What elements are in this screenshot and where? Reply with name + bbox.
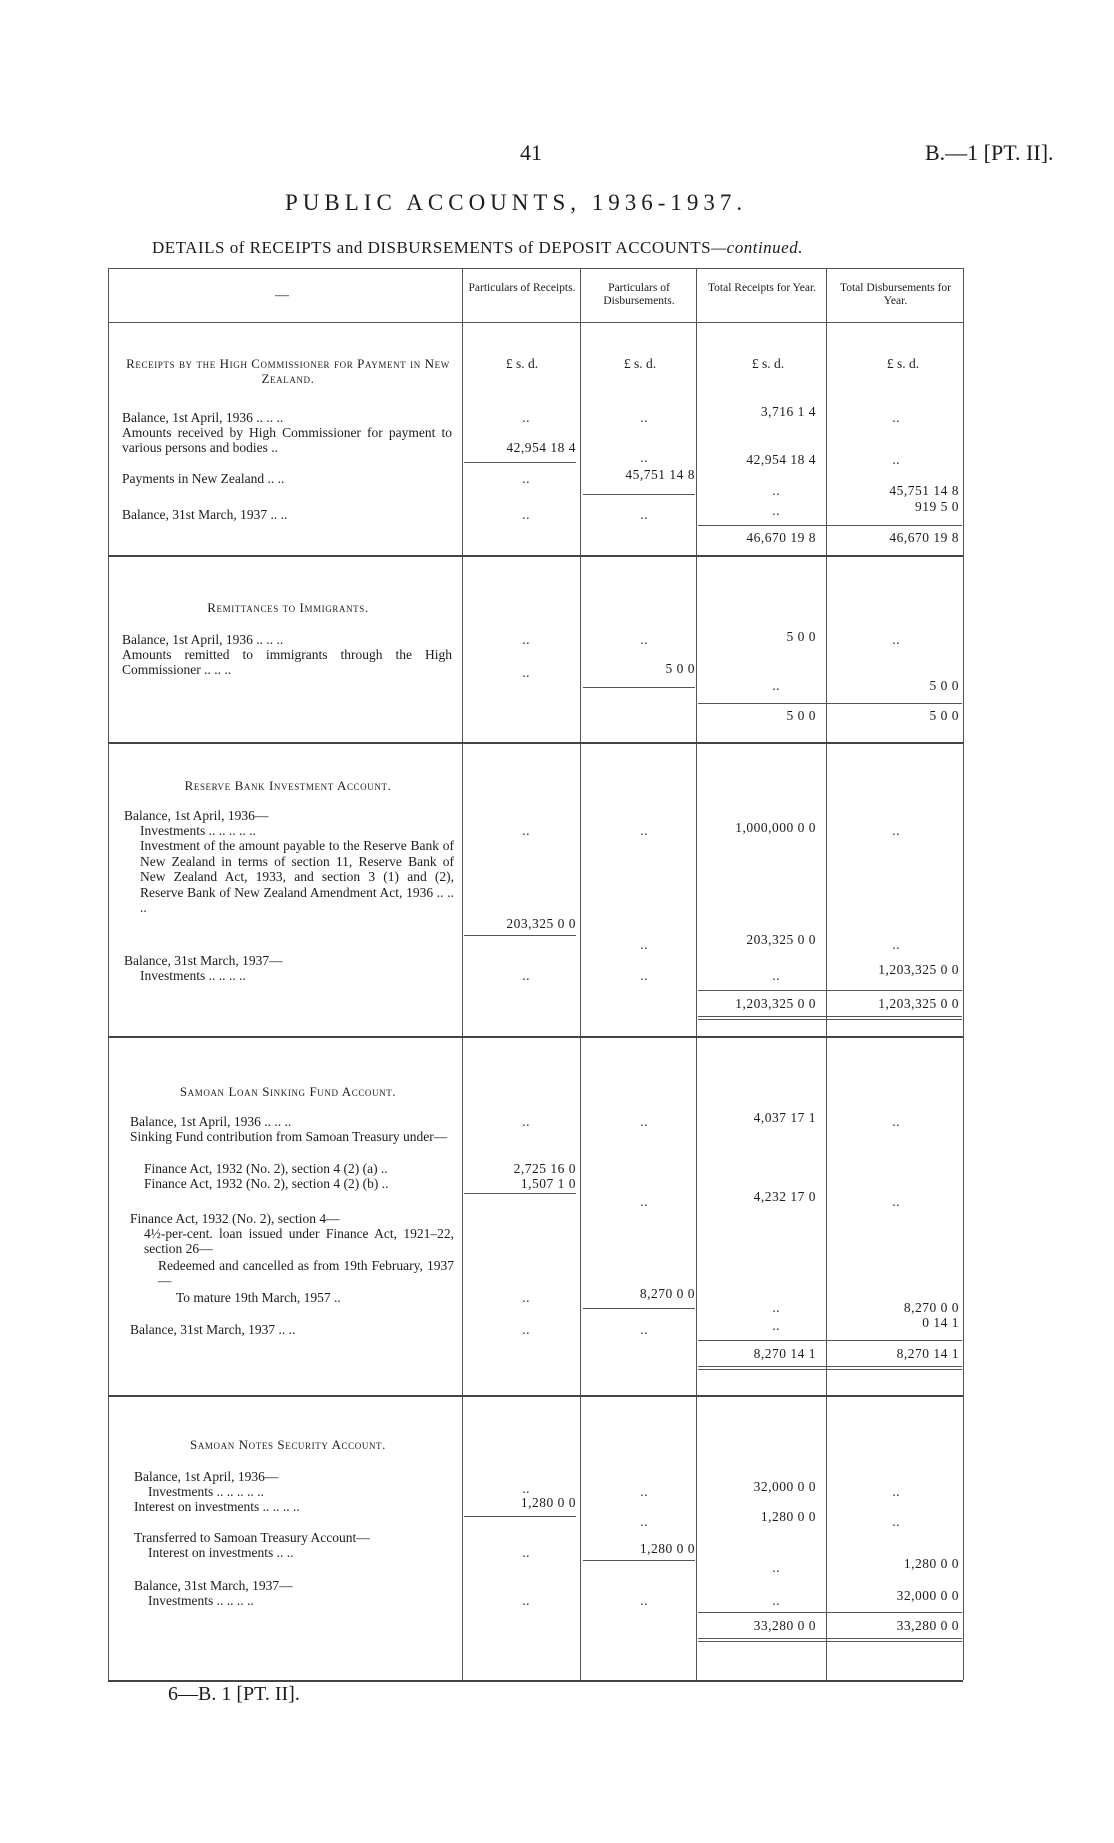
line-label: Amounts remitted to immigrants through the High Commissioner .. .. .. xyxy=(122,647,452,677)
value-cell: 42,954 18 4 xyxy=(506,440,576,455)
header-total-disbursements: Total Disbursements for Year. xyxy=(840,282,951,307)
value-cell: 1,280 0 0 xyxy=(520,1495,576,1510)
value-cell: 203,325 0 0 xyxy=(506,916,576,931)
line-label: Interest on investments .. .. xyxy=(148,1545,294,1560)
line-label: Investment of the amount payable to the Reserve Bank of New Zealand in terms of section 11, Reserve Bank of New Zealand Act, 1933, and section 3 (1) and (2), Reserve Bank of New Zealand Amendment Act, 1936 .. .. .. xyxy=(140,838,454,915)
value-cell: .. xyxy=(772,1560,780,1575)
total-cell: 46,670 19 8 xyxy=(889,530,959,545)
value-cell: 8,270 0 0 xyxy=(903,1300,959,1315)
total-cell: 8,270 14 1 xyxy=(753,1346,816,1361)
value-cell: .. xyxy=(772,968,780,983)
value-cell: .. xyxy=(640,507,648,522)
line-label: Balance, 1st April, 1936 .. .. .. xyxy=(122,410,284,425)
value-cell: .. xyxy=(522,823,530,838)
footer-signature: 6—B. 1 [PT. II]. xyxy=(168,1683,300,1705)
value-cell: .. xyxy=(522,632,530,647)
value-cell: .. xyxy=(522,1545,530,1560)
value-cell: 3,716 1 4 xyxy=(760,404,816,419)
header-receipts: Particulars of Receipts. xyxy=(468,282,576,294)
section-title: Receipts by the High Commissioner for Payment in New Zealand. xyxy=(126,356,450,386)
value-cell: .. xyxy=(772,483,780,498)
line-label: Balance, 31st March, 1937— xyxy=(124,953,283,968)
units-disbursements: £ s. d. xyxy=(623,356,657,371)
value-cell: .. xyxy=(772,1318,780,1333)
line-label: Finance Act, 1932 (No. 2), section 4— xyxy=(130,1211,340,1226)
value-cell: .. xyxy=(640,1514,648,1529)
value-cell: 919 5 0 xyxy=(915,499,959,514)
value-cell: .. xyxy=(892,1514,900,1529)
line-label: Balance, 31st March, 1937 .. .. xyxy=(130,1322,296,1337)
line-label: To mature 19th March, 1957 .. xyxy=(176,1290,341,1305)
value-cell: 5 0 0 xyxy=(786,629,816,644)
units-total-disbursements: £ s. d. xyxy=(886,356,920,371)
value-cell: 1,280 0 0 xyxy=(903,1556,959,1571)
value-cell: .. xyxy=(640,1593,648,1608)
line-label: Balance, 1st April, 1936— xyxy=(134,1469,279,1484)
value-cell: .. xyxy=(640,450,648,465)
value-cell: 32,000 0 0 xyxy=(753,1479,816,1494)
value-cell: .. xyxy=(522,968,530,983)
value-cell: .. xyxy=(522,1593,530,1608)
value-cell: .. xyxy=(640,823,648,838)
value-cell: .. xyxy=(772,1593,780,1608)
total-cell: 5 0 0 xyxy=(929,708,959,723)
line-label: Balance, 1st April, 1936— xyxy=(124,808,269,823)
line-label: Balance, 31st March, 1937— xyxy=(134,1578,293,1593)
value-cell: 42,954 18 4 xyxy=(746,452,816,467)
line-label: Payments in New Zealand .. .. xyxy=(122,471,285,486)
line-label: Finance Act, 1932 (No. 2), section 4 (2) (a) .. xyxy=(144,1161,388,1176)
value-cell: .. xyxy=(892,1114,900,1129)
line-label: Amounts received by High Commissioner for payment to various persons and bodies .. xyxy=(122,425,452,455)
value-cell: 5 0 0 xyxy=(929,678,959,693)
value-cell: 1,203,325 0 0 xyxy=(878,962,959,977)
section-title: Reserve Bank Investment Account. xyxy=(184,778,392,793)
value-cell: .. xyxy=(522,1481,530,1496)
subtitle-main: DETAILS of RECEIPTS and DISBURSEMENTS of DEPOSIT ACCOUNTS xyxy=(152,238,712,257)
value-cell: .. xyxy=(640,1484,648,1499)
header-disbursements: Particulars of Disbursements. xyxy=(603,282,675,307)
value-cell: 1,000,000 0 0 xyxy=(735,820,816,835)
value-cell: .. xyxy=(640,410,648,425)
line-label: Investments .. .. .. .. xyxy=(140,968,246,983)
value-cell: .. xyxy=(640,1322,648,1337)
value-cell: .. xyxy=(892,1484,900,1499)
line-label: Investments .. .. .. .. xyxy=(148,1593,254,1608)
line-label: Redeemed and cancelled as from 19th February, 1937— xyxy=(158,1258,454,1288)
value-cell: .. xyxy=(640,632,648,647)
value-cell: .. xyxy=(522,410,530,425)
line-label: Balance, 1st April, 1936 .. .. .. xyxy=(130,1114,292,1129)
header-total-receipts: Total Receipts for Year. xyxy=(707,282,817,294)
line-label: 4½-per-cent. loan issued under Finance Act, 1921–22, section 26— xyxy=(144,1226,454,1256)
subtitle-continued: —continued. xyxy=(711,238,803,257)
total-cell: 33,280 0 0 xyxy=(753,1618,816,1633)
value-cell: .. xyxy=(892,452,900,467)
value-cell: 203,325 0 0 xyxy=(746,932,816,947)
value-cell: 45,751 14 8 xyxy=(625,467,695,482)
value-cell: .. xyxy=(892,823,900,838)
value-cell: 1,280 0 0 xyxy=(760,1509,816,1524)
value-cell: .. xyxy=(522,1114,530,1129)
value-cell: .. xyxy=(772,1300,780,1315)
value-cell: 32,000 0 0 xyxy=(896,1588,959,1603)
header-dash: — xyxy=(275,288,289,303)
document-reference: B.—1 [PT. II]. xyxy=(925,140,1054,165)
value-cell: .. xyxy=(772,503,780,518)
value-cell: 2,725 16 0 xyxy=(513,1161,576,1176)
value-cell: .. xyxy=(522,1322,530,1337)
value-cell: .. xyxy=(892,410,900,425)
value-cell: .. xyxy=(892,937,900,952)
value-cell: .. xyxy=(892,632,900,647)
line-label: Investments .. .. .. .. .. xyxy=(140,823,256,838)
page-number: 41 xyxy=(520,140,542,165)
line-label: Investments .. .. .. .. .. xyxy=(148,1484,264,1499)
value-cell: .. xyxy=(522,507,530,522)
page-title: PUBLIC ACCOUNTS, 1936-1937. xyxy=(285,190,748,215)
line-label: Balance, 31st March, 1937 .. .. xyxy=(122,507,288,522)
line-label: Finance Act, 1932 (No. 2), section 4 (2) (b) .. xyxy=(144,1176,389,1191)
value-cell: .. xyxy=(522,1290,530,1305)
value-cell: .. xyxy=(522,665,530,680)
value-cell: 1,507 1 0 xyxy=(520,1176,576,1191)
units-receipts: £ s. d. xyxy=(505,356,539,371)
value-cell: .. xyxy=(640,1194,648,1209)
value-cell: .. xyxy=(640,968,648,983)
value-cell: 8,270 0 0 xyxy=(639,1286,695,1301)
value-cell: 5 0 0 xyxy=(665,661,695,676)
total-cell: 8,270 14 1 xyxy=(896,1346,959,1361)
total-cell: 1,203,325 0 0 xyxy=(878,996,959,1011)
page-subtitle xyxy=(152,238,803,258)
line-label: Interest on investments .. .. .. .. xyxy=(134,1499,300,1514)
value-cell: .. xyxy=(772,678,780,693)
value-cell: .. xyxy=(640,1114,648,1129)
total-cell: 33,280 0 0 xyxy=(896,1618,959,1633)
line-label: Balance, 1st April, 1936 .. .. .. xyxy=(122,632,284,647)
section-title: Samoan Notes Security Account. xyxy=(189,1437,387,1452)
value-cell: 0 14 1 xyxy=(922,1315,959,1330)
total-cell: 1,203,325 0 0 xyxy=(735,996,816,1011)
section-title: Samoan Loan Sinking Fund Account. xyxy=(179,1084,397,1099)
value-cell: .. xyxy=(892,1194,900,1209)
total-cell: 5 0 0 xyxy=(786,708,816,723)
section-title: Remittances to Immigrants. xyxy=(207,600,369,615)
value-cell: 4,232 17 0 xyxy=(753,1189,816,1204)
total-cell: 46,670 19 8 xyxy=(746,530,816,545)
line-label: Sinking Fund contribution from Samoan Treasury under— xyxy=(130,1129,448,1144)
line-label: Transferred to Samoan Treasury Account— xyxy=(134,1530,370,1545)
value-cell: 45,751 14 8 xyxy=(889,483,959,498)
value-cell: 1,280 0 0 xyxy=(639,1541,695,1556)
units-total-receipts: £ s. d. xyxy=(751,356,785,371)
value-cell: .. xyxy=(640,937,648,952)
value-cell: .. xyxy=(522,471,530,486)
value-cell: 4,037 17 1 xyxy=(753,1110,816,1125)
